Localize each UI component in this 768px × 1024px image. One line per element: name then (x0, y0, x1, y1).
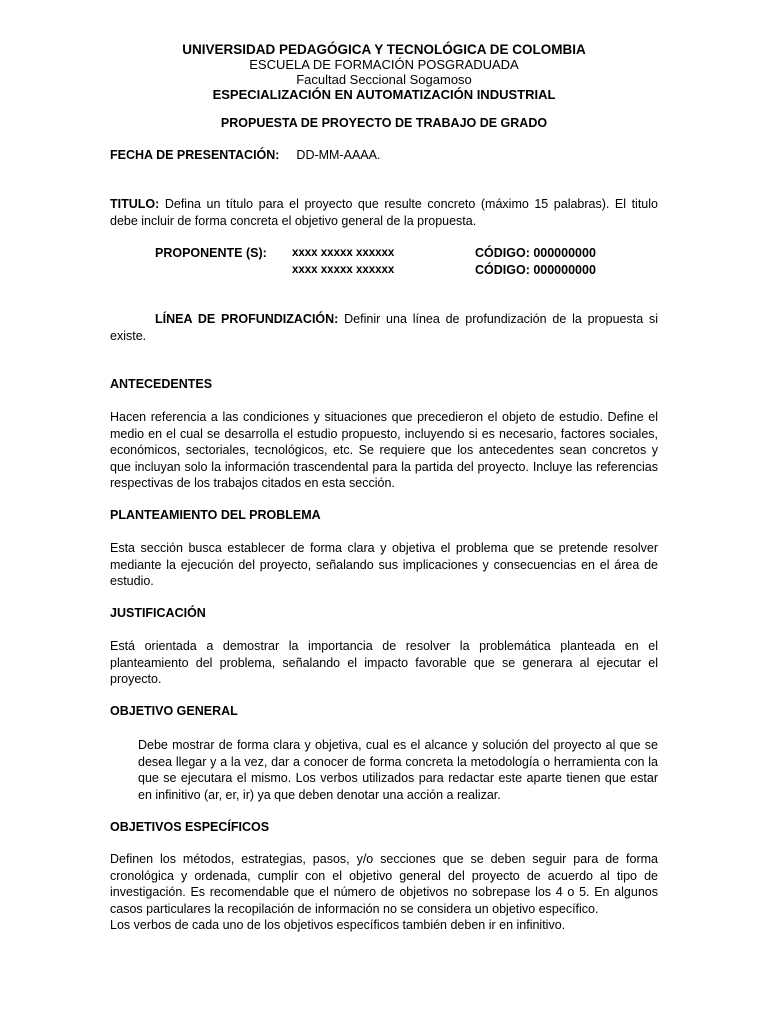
justificacion-heading: JUSTIFICACIÓN (110, 606, 206, 620)
objetivo-general-heading: OBJETIVO GENERAL (110, 704, 238, 718)
school-name: ESCUELA DE FORMACIÓN POSGRADUADA (249, 57, 519, 72)
proponente-name-1: xxxx xxxxx xxxxxx (292, 247, 395, 259)
objetivo-general-text: Debe mostrar de forma clara y objetiva, cual es el alcance y solución del proyecto al que se desea llegar y a la vez, dar a conocer de forma concreta la metodología o herramienta con la que se ejecutara el mismo. Los verbos utilizados para redactar este aparte tienen que estar en infinitivo (ar, er, ir) ya que deben denotar una acción a realizar. (138, 738, 658, 802)
specialization-name: ESPECIALIZACIÓN EN AUTOMATIZACIÓN INDUSTRIAL (212, 87, 556, 102)
proponente-name-2: xxxx xxxxx xxxxxx (292, 264, 395, 276)
justificacion-text: Está orientada a demostrar la importancia de resolver la problemática planteada en el planteamiento del problema, señalando el impacto favorable que se generara al ejecutar el proyecto. (110, 639, 658, 686)
planteamiento-heading: PLANTEAMIENTO DEL PROBLEMA (110, 508, 321, 522)
titulo-text: Defina un título para el proyecto que resulte concreto (máximo 15 palabras). El titulo debe incluir de forma concreta el objetivo general de la propuesta. (110, 197, 658, 228)
antecedentes-heading: ANTECEDENTES (110, 377, 213, 391)
linea-paragraph (110, 311, 658, 344)
titulo-label: TITULO: (110, 197, 160, 211)
linea-text: Definir una línea de profundización de la propuesta si existe. (110, 312, 658, 343)
document-title: PROPUESTA DE PROYECTO DE TRABAJO DE GRADO (220, 116, 548, 130)
titulo-paragraph (110, 196, 658, 229)
linea-label: LÍNEA DE PROFUNDIZACIÓN: (155, 312, 339, 326)
fecha-value: DD-MM-AAAA. (296, 148, 381, 162)
planteamiento-text: Esta sección busca establecer de forma clara y objetiva el problema que se pretende resolver mediante la ejecución del proyecto, señalando sus implicaciones y consecuencias en el área de estudio. (110, 541, 658, 588)
objetivos-especificos-text: Definen los métodos, estrategias, pasos, y/o secciones que se deben seguir para de forma cronológica y ordenada, cumplir con el objetivo general del proyecto de acuerdo al tipo de investigación. Es recomendable que el número de objetivos no sobrepase los 4 o 5. En algunos casos particulares la recopilación de información no se considera un objetivo específico. (110, 852, 658, 916)
objetivos-especificos-text-2: Los verbos de cada uno de los objetivos específicos también deben ir en infinitivo. (110, 918, 566, 932)
antecedentes-text: Hacen referencia a las condiciones y situaciones que precedieron el objeto de estudio. Define el medio en el cual se desarrolla el estudio propuesto, incluyendo si es necesario, factores sociales, económicos, sectoriales, tecnológicos, etc. Se requiere que los antecedentes sean concretos y que incluyan solo la información trascendental para la partida del proyecto. Incluye las referencias respectivas de los trabajos citados en esta sección. (110, 410, 658, 490)
proponente-code-1: CÓDIGO: 000000000 (475, 246, 596, 260)
faculty-name: Facultad Seccional Sogamoso (296, 72, 472, 87)
document-header (0, 42, 768, 102)
objetivos-especificos-heading: OBJETIVOS ESPECÍFICOS (110, 820, 270, 834)
proponente-code-2: CÓDIGO: 000000000 (475, 263, 596, 277)
fecha-line (110, 147, 658, 164)
university-name: UNIVERSIDAD PEDAGÓGICA Y TECNOLÓGICA DE COLOMBIA (182, 42, 586, 57)
fecha-label: FECHA DE PRESENTACIÓN: (110, 148, 280, 162)
proponente-label: PROPONENTE (S): (155, 246, 267, 260)
